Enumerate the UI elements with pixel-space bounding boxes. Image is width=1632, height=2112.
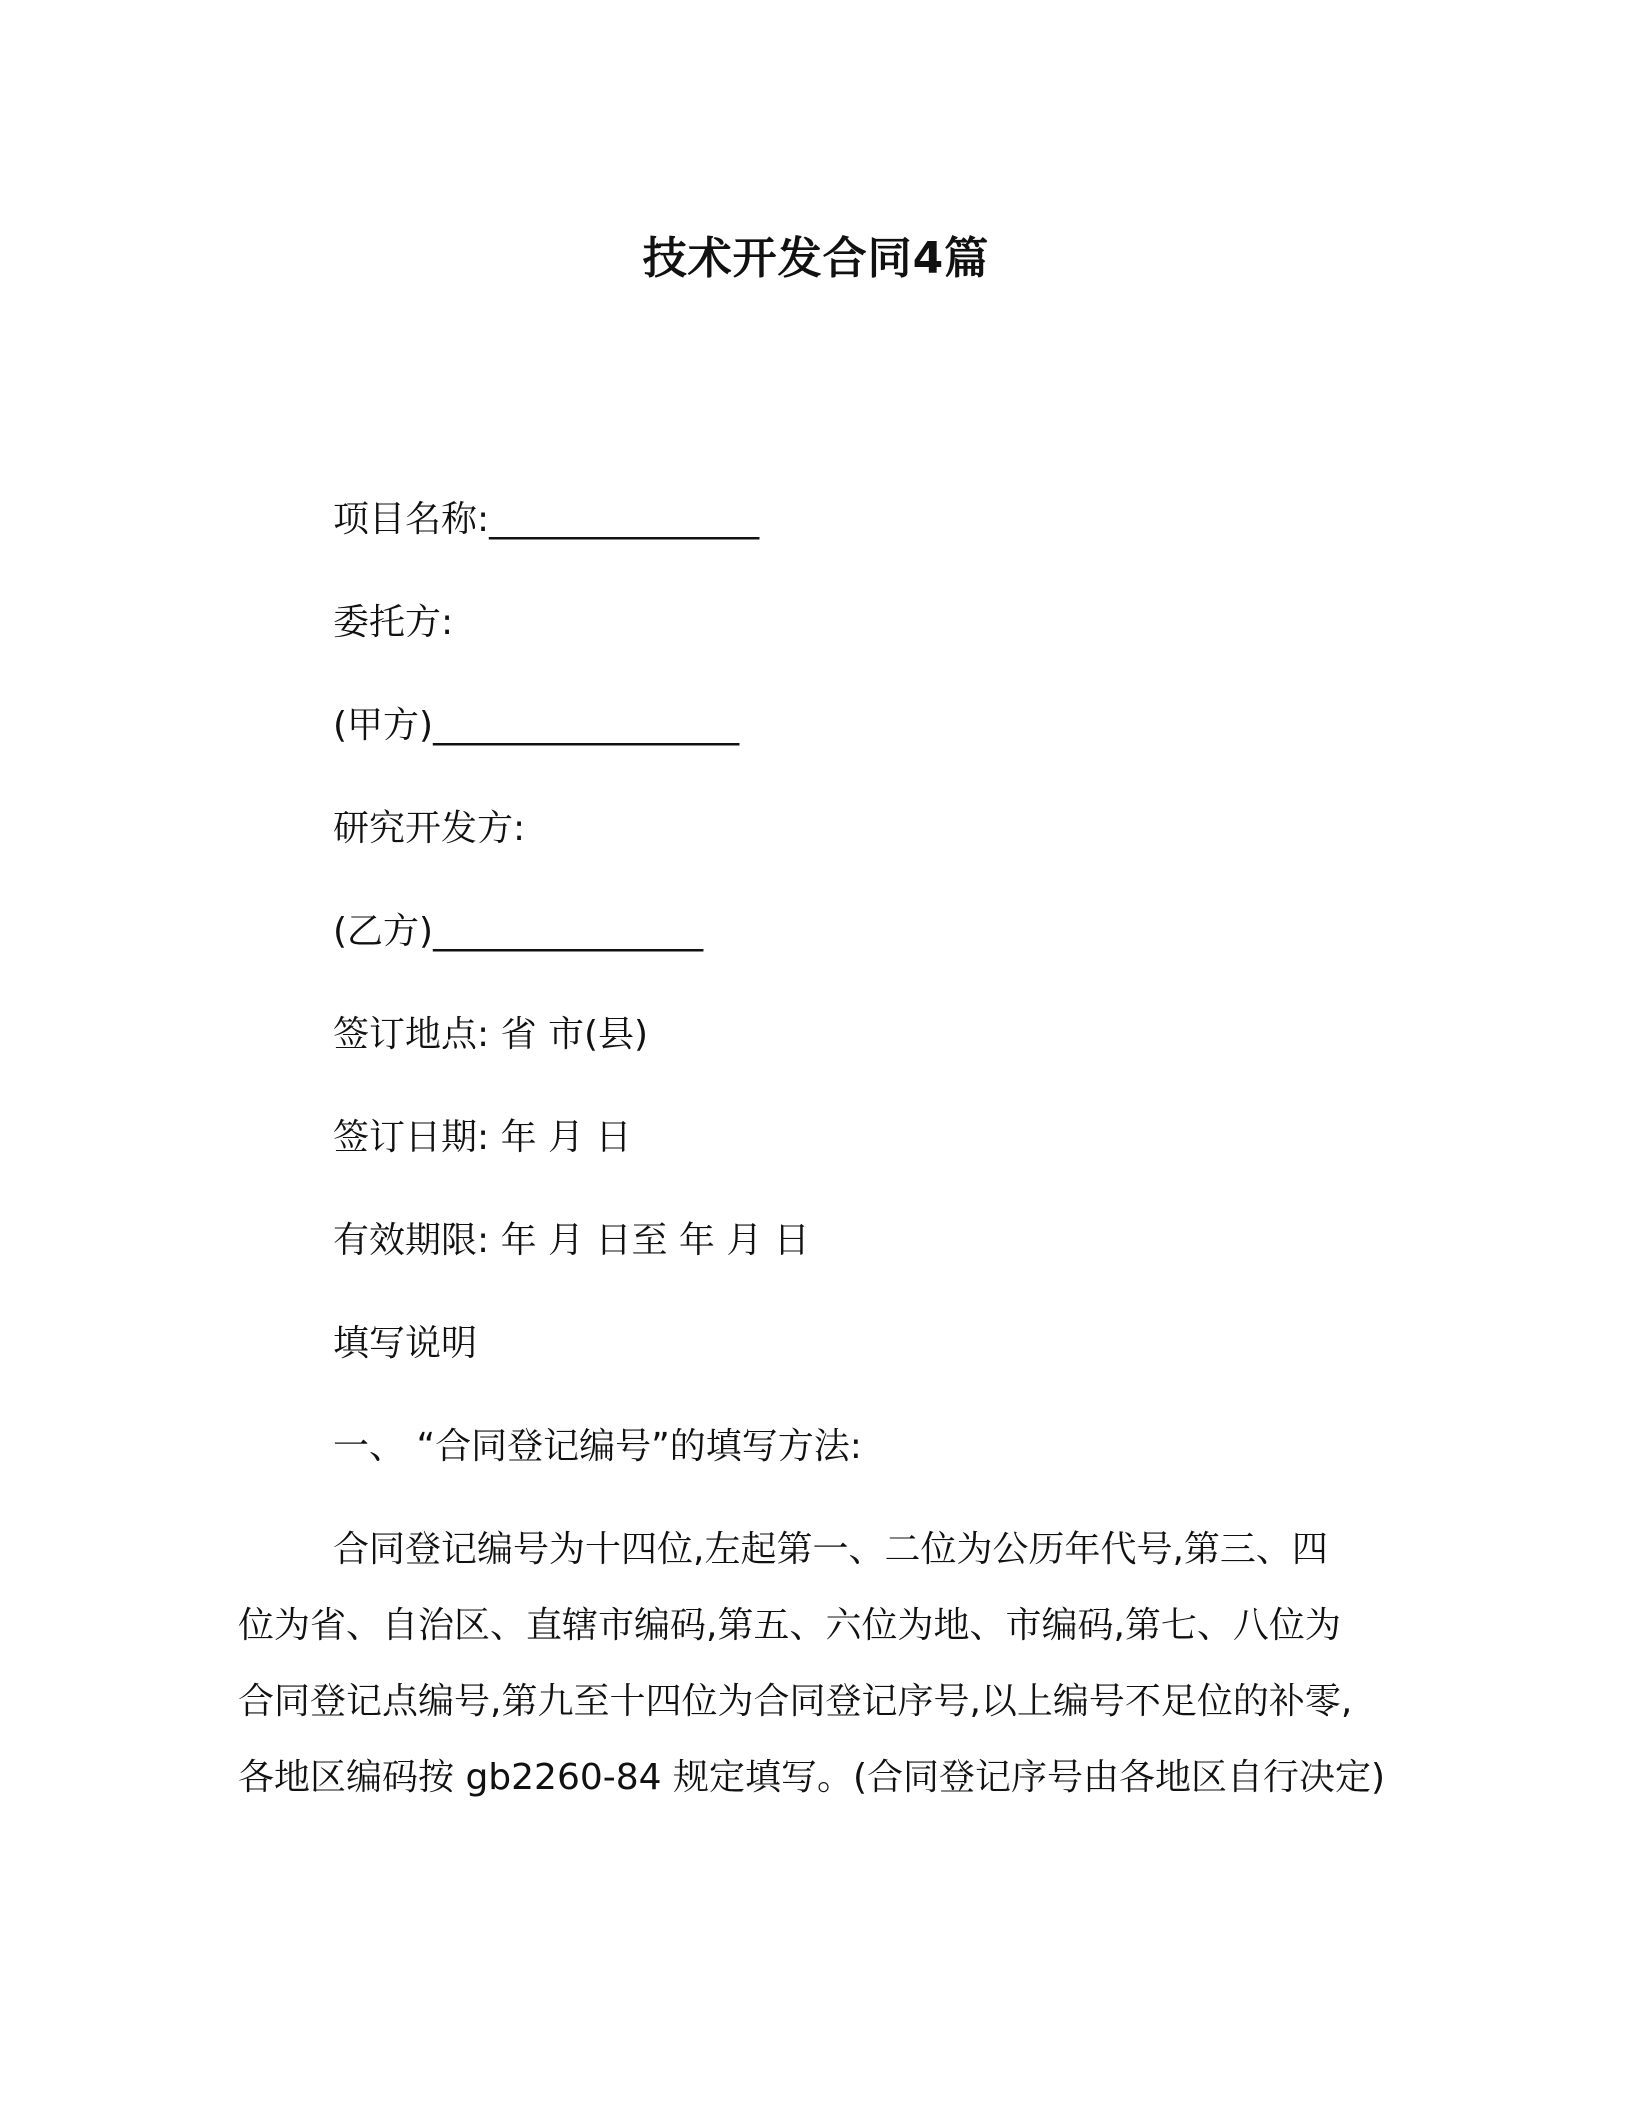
paragraph-line: 合同登记编号为十四位,左起第一、二位为公历年代号,第三、四	[333, 1529, 1328, 1570]
paragraph-line: 各地区编码按 gb2260-84 规定填写。(合同登记序号由各地区自行决定)	[238, 1757, 1386, 1798]
document-title: 技术开发合同4篇	[642, 233, 990, 284]
field-client: 委托方:	[333, 602, 454, 643]
field-signing-date: 签订日期: 年 月 日	[333, 1117, 632, 1158]
section-instructions-heading: 填写说明	[333, 1323, 478, 1364]
section-registration-number-heading: 一、 “合同登记编号”的填写方法:	[333, 1426, 862, 1467]
registration-number-paragraph	[238, 1512, 1398, 1816]
paragraph-line: 合同登记点编号,第九至十四位为合同登记序号,以上编号不足位的补零,	[238, 1681, 1353, 1722]
field-developer: 研究开发方:	[333, 808, 526, 849]
field-party-a: (甲方)_________________	[333, 705, 740, 746]
field-project-name: 项目名称:_______________	[333, 499, 760, 540]
paragraph-line: 位为省、自治区、直辖市编码,第五、六位为地、市编码,第七、八位为	[238, 1605, 1341, 1646]
field-signing-place: 签订地点: 省 市(县)	[333, 1014, 649, 1055]
field-validity-period: 有效期限: 年 月 日至 年 月 日	[333, 1220, 810, 1261]
field-party-b: (乙方)_______________	[333, 911, 704, 952]
